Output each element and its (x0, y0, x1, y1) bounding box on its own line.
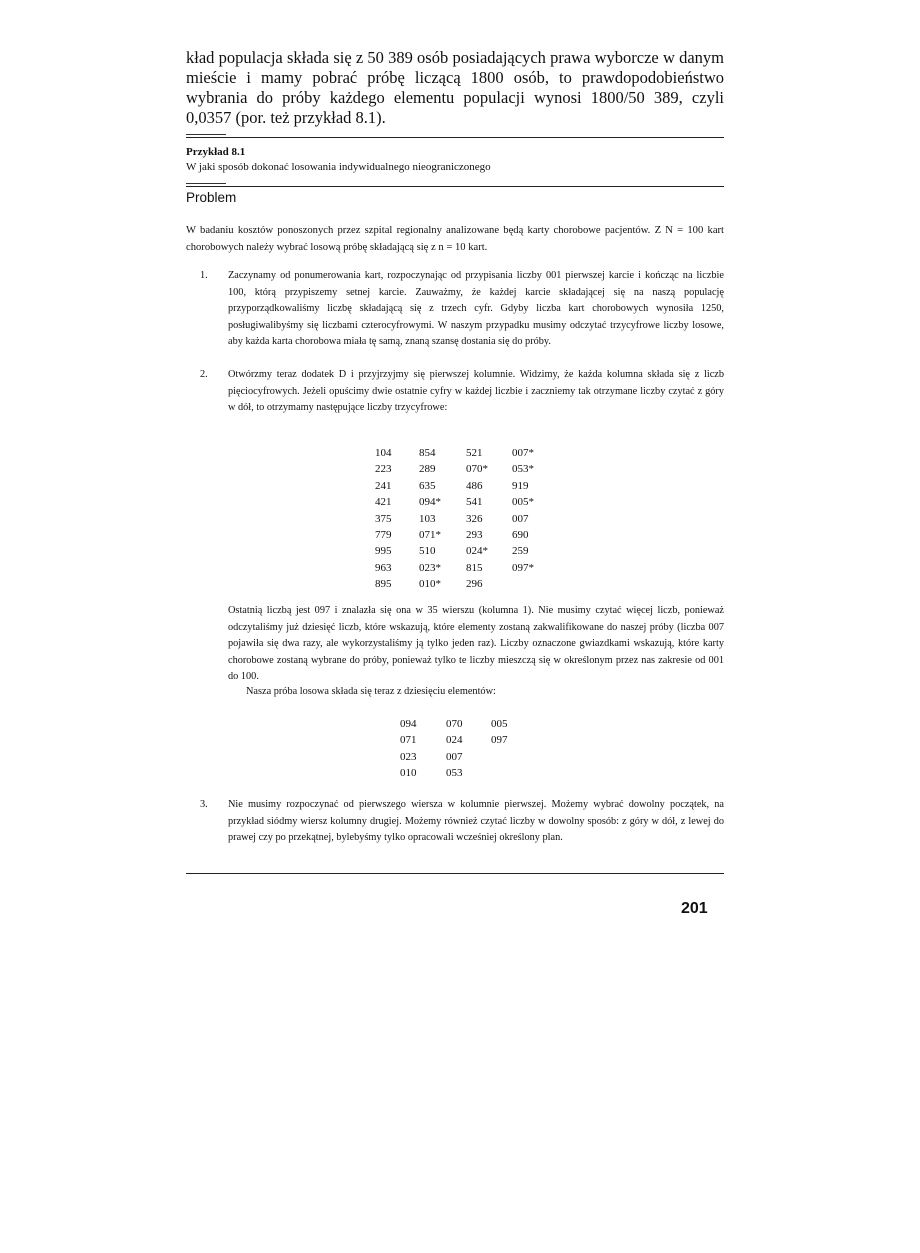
step-number: 2. (200, 369, 208, 380)
step-text: Otwórzmy teraz dodatek D i przyjrzyjmy się pierwszej kolumnie. Widzimy, że każda kolumna składa się z liczb pięciocyfrowych. Jeżeli opuścimy dwie ostatnie cyfry w każdej liczbie i zaczniemy tak otrzymane liczby czytać z góry w dół, to otrzymamy następujące liczby trzycyfrowe: (228, 369, 724, 414)
page-number: 201 (681, 900, 708, 917)
table-cell: 103 (419, 512, 436, 525)
example-label: Przykład 8.1 (186, 146, 246, 158)
explanation-paragraph: Ostatnią liczbą jest 097 i znalazła się ona w 35 wierszu (kolumna 1). Nie musimy czytać więcej liczb, ponieważ odczytaliśmy już dziesięć liczb, które wskazują, które elementy zostaną zakwalifikowane do naszej próby (liczba 007 pojawiła się dwa razy, ale wykorzystaliśmy ją tylko jeden raz). Liczby oznaczone gwiazdkami wskazują, które karty chorobowe zostaną wybrane do próby, ponieważ tylko te liczby mieszczą się w określonym przez nas zakresie od 001 do 100. (228, 605, 724, 683)
intro-paragraph: kład populacja składa się z 50 389 osób posiadających prawa wyborcze w danym mieście i mamy pobrać próbę liczącą 1800 osób, to prawdopodobieństwo wybrania do próby każdego elementu populacji wynosi 1800/50 389, czyli 0,0357 (por. też przykład 8.1). (186, 48, 724, 127)
problem-heading: Problem (186, 190, 237, 205)
table-cell: 094* (419, 496, 441, 509)
table-cell: 223 (375, 463, 392, 476)
table-cell: 995 (375, 545, 392, 558)
table-cell: 053 (446, 767, 463, 780)
table-cell: 007* (512, 447, 534, 459)
table-cell: 010 (400, 767, 417, 780)
table-cell: 895 (375, 578, 392, 591)
table-cell: 071 (400, 734, 417, 747)
table-cell: 023 (400, 750, 417, 763)
rule-short (186, 134, 226, 135)
step-text: Zaczynamy od ponumerowania kart, rozpoczynając od przypisania liczby 001 pierwszej karcie i kończąc na liczbie 100, którą przypiszemy setnej karcie. Zauważmy, że każdej karcie składającej się na naszą populację przyporządkowaliśmy liczbę składającą się z trzech cyfr. Gdyby liczba kart chorobowych wynosiła 1250, posługiwalibyśmy się liczbami czterocyfrowymi. W naszym przypadku musimy odczytać trzycyfrowe liczby losowe, aby każda karta chorobowa miała tę samą, znaną szansę dostania się do próby. (228, 270, 724, 348)
step-text: Nie musimy rozpoczynać od pierwszego wiersza w kolumnie pierwszej. Możemy wybrać dowolny początek, na przykład siódmy wiersz kolumny drugiej. Możemy również czytać liczby w dowolny sposób: z góry w dół, z lewej do prawej czy po przekątnej, bylebyśmy tylko opracowali wcześniej określony plan. (228, 799, 724, 844)
table-cell: 070 (446, 718, 463, 730)
table-cell: 097 (491, 734, 508, 747)
table-cell: 510 (419, 545, 436, 558)
table-cell: 094 (400, 718, 417, 730)
table-cell: 289 (419, 463, 436, 476)
table-cell: 005* (512, 496, 534, 509)
table-cell: 005 (491, 718, 508, 730)
table-cell: 070* (466, 463, 488, 476)
example-subtitle: W jaki sposób dokonać losowania indywidualnego nieograniczonego (186, 161, 491, 173)
rule-short (186, 183, 226, 184)
table-cell: 486 (466, 479, 483, 492)
table-cell: 815 (466, 561, 483, 574)
table-cell: 241 (375, 479, 392, 492)
table-cell: 690 (512, 529, 529, 541)
table-cell: 097* (512, 561, 534, 574)
rule-top (186, 137, 724, 138)
table-cell: 779 (375, 529, 392, 541)
problem-text: W badaniu kosztów ponoszonych przez szpital regionalny analizowane będą karty chorobowe pacjentów. Z N = 100 kart chorobowych należy wybrać losową próbę składającą się z n = 10 kart. (186, 225, 724, 253)
table-cell: 007 (512, 512, 529, 525)
table-cell: 635 (419, 479, 436, 492)
table-cell: 521 (466, 447, 483, 459)
table-cell: 293 (466, 529, 483, 541)
table-cell: 296 (466, 578, 483, 591)
table-cell: 963 (375, 561, 392, 574)
table-cell: 007 (446, 750, 463, 763)
table-cell: 326 (466, 512, 483, 525)
table-cell: 053* (512, 463, 534, 476)
table-cell: 259 (512, 545, 529, 558)
table-cell: 919 (512, 479, 529, 492)
table-cell: 023* (419, 561, 441, 574)
table-cell: 010* (419, 578, 441, 591)
table-cell: 421 (375, 496, 392, 509)
step-number: 3. (200, 799, 208, 810)
table-cell: 024 (446, 734, 463, 747)
table-cell: 854 (419, 447, 436, 459)
rule-middle (186, 186, 724, 187)
table-cell: 104 (375, 447, 392, 459)
sample-intro: Nasza próba losowa składa się teraz z dziesięciu elementów: (246, 686, 496, 697)
table-cell: 541 (466, 496, 483, 509)
table-cell: 024* (466, 545, 488, 558)
step-number: 1. (200, 270, 208, 281)
table-cell: 071* (419, 529, 441, 541)
table-cell: 375 (375, 512, 392, 525)
rule-bottom (186, 873, 724, 874)
